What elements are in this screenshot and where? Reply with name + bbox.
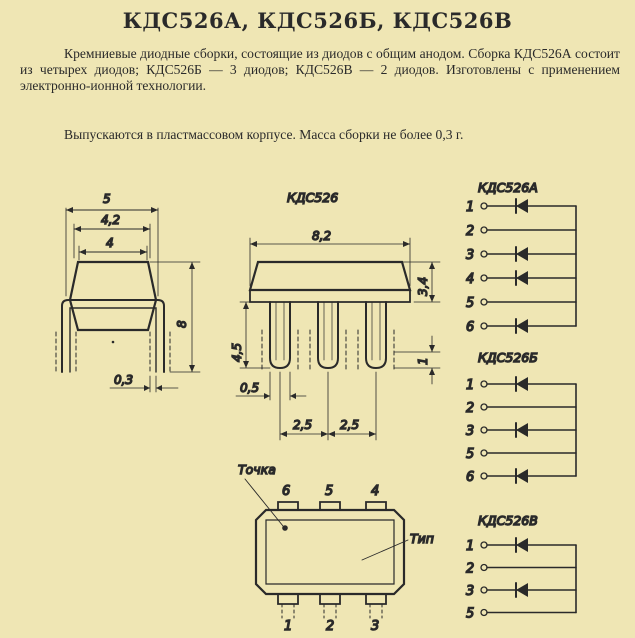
schematic-pin-label: 1 [466, 539, 475, 554]
schematic-pin-label: 1 [466, 378, 475, 393]
dim-1: 1 [416, 357, 430, 365]
dim-4: 4 [106, 236, 114, 250]
top-view-drawing [245, 479, 408, 618]
schematic-pin-label: 2 [466, 224, 475, 239]
page-title: КДС526А, КДС526Б, КДС526В [122, 8, 513, 33]
bottom-pin-2: 2 [326, 619, 335, 634]
schematic-pin-label: 3 [466, 584, 475, 599]
pin-terminal [481, 587, 487, 593]
bottom-pin-1: 1 [284, 619, 293, 634]
pin-terminal [481, 381, 487, 387]
pin-terminal [481, 427, 487, 433]
pin-terminal [481, 203, 487, 209]
dim-8: 8 [175, 320, 189, 328]
dim-8-2: 8,2 [312, 229, 332, 243]
dim-0-5: 0,5 [240, 381, 260, 395]
dot-label: Точка [238, 462, 276, 477]
diode-icon [516, 319, 528, 333]
schematic-block [466, 180, 576, 335]
bottom-pin-3: 3 [371, 619, 380, 634]
diode-icon [516, 199, 528, 213]
diode-icon [516, 469, 528, 483]
description-text: Кремниевые диодные сборки, состоящие из диодов с общим анодом. Сборка КДС526А состоит из четырех диодов; КДС526Б — 3 диодов; КДС526В — 2 диодов. Изготовлены с применением электронно-ионной технологии. [20, 46, 620, 93]
dim-4-2: 4,2 [101, 213, 121, 227]
package-name: КДС526 [287, 190, 339, 205]
diode-icon [516, 271, 528, 285]
package-text: Выпускаются в пластмассовом корпусе. Масса сборки не более 0,3 г. [64, 127, 464, 142]
pin-terminal [481, 251, 487, 257]
schematic-pin-label: 2 [466, 561, 475, 577]
pin-terminal [481, 275, 487, 281]
pin-terminal [481, 542, 487, 548]
type-label: Тип [410, 531, 434, 546]
pin-terminal [481, 473, 487, 479]
pin-terminal [481, 323, 487, 329]
pin-terminal [481, 450, 487, 456]
dim-2-5-right: 2,5 [340, 418, 360, 432]
schematic-pin-label: 6 [466, 470, 475, 485]
diode-icon [516, 377, 528, 391]
pin-terminal [481, 404, 487, 410]
side-view-drawing [236, 238, 440, 440]
schematic-pin-label: 1 [466, 200, 475, 215]
schematics-group [466, 180, 576, 622]
dim-4-5: 4,5 [230, 342, 244, 362]
schematic-pin-label: 2 [466, 401, 475, 416]
schematic-pin-label: 5 [466, 296, 475, 311]
diode-icon [516, 247, 528, 261]
pin-terminal [481, 610, 487, 616]
front-view-drawing [56, 207, 200, 392]
pin-terminal [481, 299, 487, 305]
schematic-pin-label: 3 [466, 424, 475, 439]
top-pin-5: 5 [325, 484, 334, 499]
schematic-block [466, 350, 576, 485]
pin-terminal [481, 227, 487, 233]
schematic-pin-label: 4 [466, 272, 475, 287]
diode-icon [516, 538, 528, 552]
schematic-title: КДС526А [478, 180, 538, 195]
schematic-pin-label: 5 [466, 606, 475, 622]
schematic-pin-label: 5 [466, 447, 475, 462]
schematic-title: КДС526Б [478, 350, 538, 365]
schematic-block [466, 513, 576, 622]
schematic-title: КДС526В [478, 513, 538, 528]
dim-2-5-left: 2,5 [293, 418, 313, 432]
schematic-pin-label: 6 [466, 320, 475, 335]
dim-0-3: 0,3 [114, 373, 134, 387]
schematic-pin-label: 3 [466, 248, 475, 263]
dim-3-4: 3,4 [416, 276, 430, 296]
diode-icon [516, 583, 528, 597]
dim-5: 5 [103, 192, 111, 206]
diode-icon [516, 423, 528, 437]
pin-terminal [481, 565, 487, 571]
top-pin-4: 4 [371, 484, 380, 499]
top-pin-6: 6 [282, 484, 291, 499]
